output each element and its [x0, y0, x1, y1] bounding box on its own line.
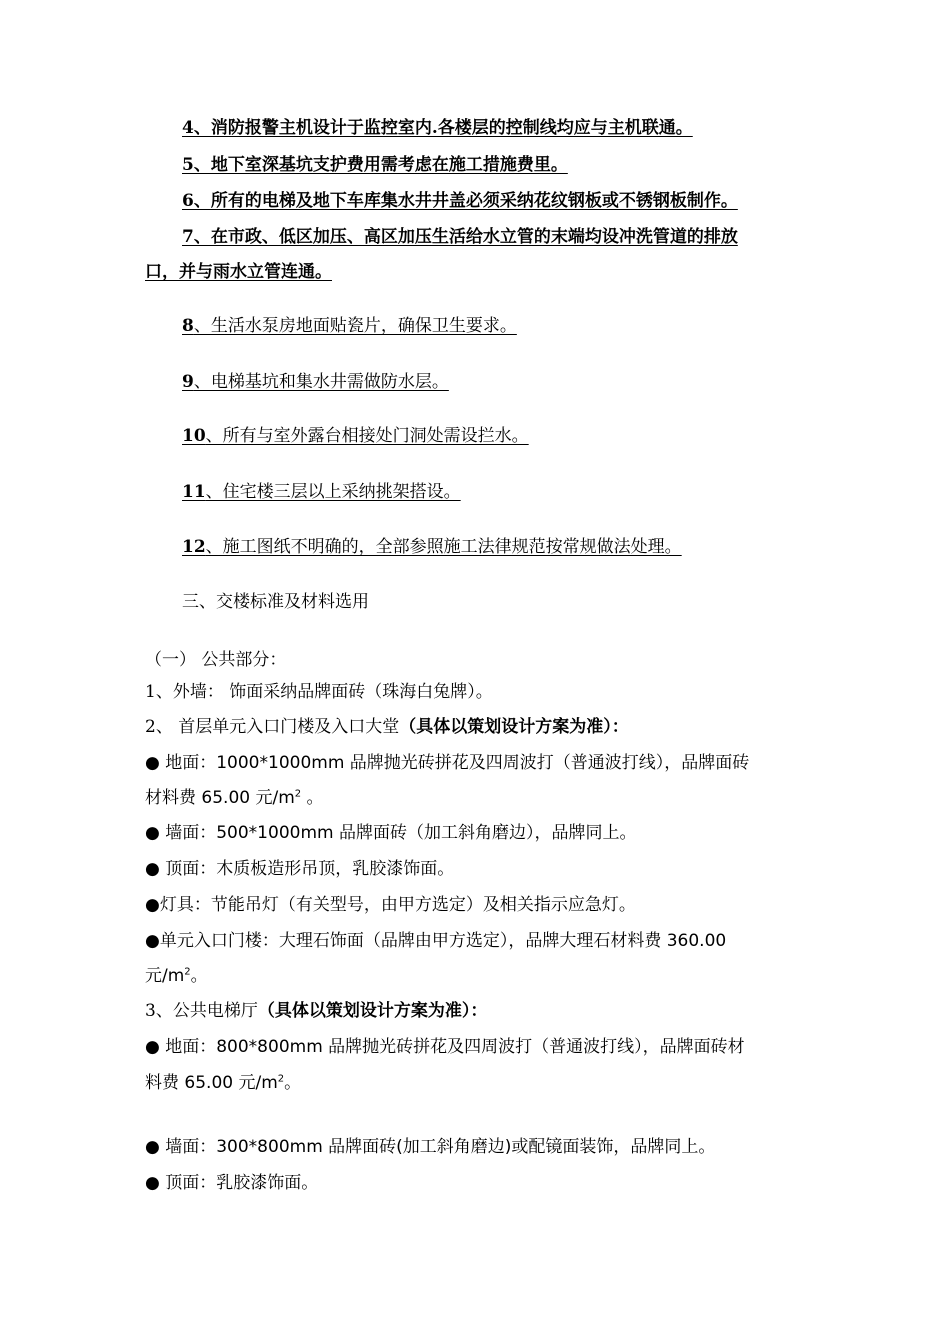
lobby-floor-end: 。	[301, 788, 324, 808]
superscript: 2	[184, 966, 191, 978]
entrance-end: 。	[190, 966, 208, 986]
public-item-2	[145, 715, 629, 739]
section-title: 三、交楼标准及材料选用	[182, 592, 369, 612]
public-item-3-note: （具体以策划设计方案为准）：	[257, 1001, 488, 1021]
elevator-wall: ● 墙面：300*800mm 品牌面砖(加工斜角磨边)或配镜面装饰，品牌同上。	[145, 1137, 716, 1157]
elevator-floor-price: 料费 65.00 元/m	[145, 1073, 278, 1093]
note-9-text: 、电梯基坑和集水井需做防水层。	[193, 372, 449, 392]
note-12-number: 12	[182, 537, 206, 557]
lobby-floor-line-1: ● 地面：1000*1000mm 品牌抛光砖拼花及四周波打（普通波打线），品牌面砖	[145, 753, 750, 773]
elevator-floor-line-2	[145, 1071, 301, 1095]
entrance-price: 元/m	[145, 966, 185, 986]
note-8-text: 、生活水泵房地面贴瓷片，确保卫生要求。	[193, 316, 517, 336]
note-11-text: 、住宅楼三层以上采纳挑架搭设。	[205, 482, 461, 502]
note-7-line-1: 7、在市政、低区加压、高区加压生活给水立管的末端均设冲洗管道的排放	[182, 227, 738, 247]
note-12	[182, 535, 682, 559]
note-12-text: 、施工图纸不明确的，全部参照施工法律规范按常规做法处理。	[205, 537, 682, 557]
superscript: 2	[294, 788, 302, 800]
note-10	[182, 424, 529, 448]
superscript: 2	[277, 1073, 285, 1085]
public-item-3	[145, 999, 487, 1023]
lobby-floor-line-2	[145, 786, 324, 810]
public-heading: （一） 公共部分：	[145, 650, 287, 670]
lobby-lighting: ●灯具：节能吊灯（有关型号，由甲方选定）及相关指示应急灯。	[145, 895, 636, 915]
public-item-3-label: 3、公共电梯厅	[145, 1001, 258, 1021]
elevator-ceiling: ● 顶面：乳胶漆饰面。	[145, 1173, 319, 1193]
lobby-wall: ● 墙面：500*1000mm 品牌面砖（加工斜角磨边），品牌同上。	[145, 823, 637, 843]
public-item-2-label: 2、 首层单元入口门楼及入口大堂	[145, 717, 400, 737]
note-7-line-2: 口，并与雨水立管连通。	[145, 262, 332, 282]
note-4: 4、消防报警主机设计于监控室内.各楼层的控制线均应与主机联通。	[182, 118, 693, 138]
elevator-floor-line-1: ● 地面：800*800mm 品牌抛光砖拼花及四周波打（普通波打线），品牌面砖材	[145, 1037, 745, 1057]
note-11	[182, 480, 461, 504]
note-6: 6、所有的电梯及地下车库集水井井盖必须采纳花纹钢板或不锈钢板制作。	[182, 191, 738, 211]
note-10-number: 10	[182, 426, 206, 446]
note-8	[182, 314, 517, 338]
lobby-ceiling: ● 顶面：木质板造形吊顶，乳胶漆饰面。	[145, 859, 455, 879]
lobby-floor-price: 材料费 65.00 元/m	[145, 788, 295, 808]
note-9-number: 9	[182, 372, 194, 392]
note-8-number: 8	[182, 316, 194, 336]
entrance-line-2	[145, 964, 208, 988]
note-5: 5、地下室深基坑支护费用需考虑在施工措施费里。	[182, 155, 568, 175]
elevator-floor-end: 。	[284, 1073, 302, 1093]
public-item-1: 1、外墙： 饰面采纳品牌面砖（珠海白兔牌）。	[145, 682, 493, 702]
note-9	[182, 370, 449, 394]
note-10-text: 、所有与室外露台相接处门洞处需设拦水。	[205, 426, 529, 446]
public-item-2-note: （具体以策划设计方案为准）：	[399, 717, 629, 737]
note-11-number: 11	[182, 482, 206, 502]
entrance-line-1: ●单元入口门楼：大理石饰面（品牌由甲方选定），品牌大理石材料费 360.00	[145, 931, 727, 951]
